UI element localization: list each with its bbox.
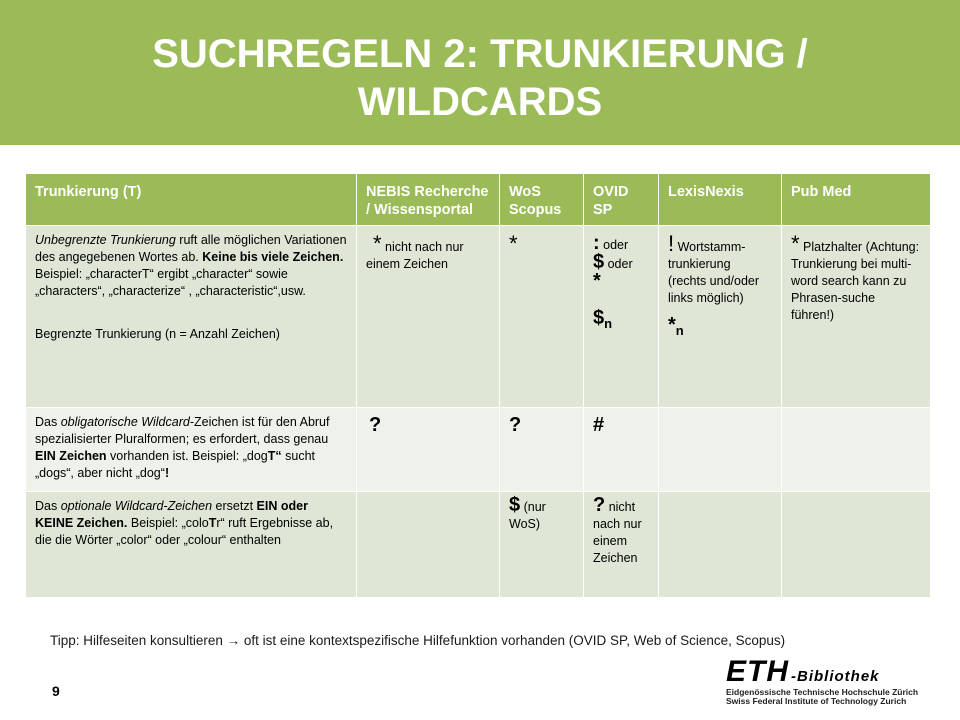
nebis-note: nicht nach nur einem Zeichen [366,240,464,271]
header-nebis: NEBIS Recherche / Wissensportal [357,174,500,226]
row1-text-1: ruft alle möglichen Variationen des angegebenen Wortes ab. [35,233,347,264]
header-pubmed: Pub Med [782,174,931,226]
row1-pubmed [782,226,931,408]
row2-ovid [584,408,659,492]
row1-lexisnexis [659,226,782,408]
row1-bold: Keine bis viele Zeichen. [202,250,344,264]
wos-dollar: $ [509,494,521,516]
row2-description [26,408,357,492]
row1-ovid [584,226,659,408]
eth-library-logo [726,655,926,711]
ovid-sub-n: n [604,316,613,331]
row2-bold: EIN Zeichen [35,449,107,463]
header-trunkierung: Trunkierung (T) [26,174,357,226]
row3-description [26,492,357,598]
slide-title: SUCHREGELN 2: TRUNKIERUNG / WILDCARDS [152,31,808,124]
ovid-dollar-n: $ [593,307,605,329]
row2-bang: ! [164,466,170,480]
row3-ovid [584,492,659,598]
ovid-star: * [593,270,601,292]
row2-lexisnexis [659,408,782,492]
ovid-dollar: $ [593,251,605,273]
header-wos: WoS Scopus [500,174,584,226]
row2-wos [500,408,584,492]
page-number: 9 [52,683,60,699]
row3-text-1: Das [35,499,61,513]
row1-nebis [357,226,500,408]
lexis-sub-n: n [675,323,684,338]
ovid-or-2: oder [604,257,633,271]
row2-text-4: sucht „dogs“, aber nicht „dog“ [35,449,316,480]
ovid-hash: # [593,414,605,436]
ovid-colon: : [593,232,600,254]
nebis-star: * [373,231,382,256]
wos-star: * [509,231,518,256]
lexis-star-n: * [668,314,676,336]
table-row [26,492,931,598]
lexis-note: Wortstamm-trunkierung (rechts und/oder links möglich) [668,240,760,305]
ovid-note: nicht nach nur einem Zeichen [593,500,642,565]
row3-text-2: ersetzt [212,499,257,513]
nebis-question: ? [369,414,382,436]
row1-italic: Unbegrenzte Trunkierung [35,233,176,247]
row1-text-2: Beispiel: „characterT“ ergibt „character“ sowie „characters“, „characterize“ , „characteristic“,usw. [35,267,306,298]
row2-nebis [357,408,500,492]
pubmed-star: * [791,231,800,256]
row3-wos [500,492,584,598]
title-bar [0,0,960,145]
row1-description [26,226,357,408]
row2-pubmed [782,408,931,492]
header-lexisnexis: LexisNexis [659,174,782,226]
pubmed-note: Platzhalter (Achtung: Trunkierung bei multi-word search kann zu Phrasen-suche führen!) [791,240,920,322]
logo-line-2: Swiss Federal Institute of Technology Zurich [726,696,907,706]
ovid-or-1: oder [599,238,629,252]
lexis-bang: ! [668,231,675,256]
row3-lexisnexis [659,492,782,598]
row2-bold-2: T“ [267,449,282,463]
wos-question: ? [509,414,522,436]
header-ovid: OVID SP [584,174,659,226]
row3-pubmed [782,492,931,598]
row2-italic: obligatorische Wildcard [60,415,190,429]
wos-note: (nur WoS) [509,500,546,531]
logo-bibliothek: -Bibliothek [791,668,880,685]
table-row [26,408,931,492]
row3-text-4: r“ ruft Ergebnisse ab, die die Wörter „color“ oder „colour“ enthalten [35,516,334,547]
truncation-table [25,173,931,598]
row2-text-3: vorhanden ist. Beispiel: „dog [106,449,268,463]
logo-line-1: Eidgenössische Technische Hochschule Zürich [726,687,919,697]
row3-italic: optionale Wildcard-Zeichen [60,499,213,513]
table-row [26,226,931,408]
row2-text-2: -Zeichen ist für den Abruf spezialisierter Pluralformen; es erfordert, dass genau [35,415,330,446]
row3-nebis [357,492,500,598]
header-row [26,174,931,226]
row1-wos [500,226,584,408]
row3-bold: EIN oder KEINE Zeichen. [35,499,308,530]
tip-text: Tipp: Hilfeseiten konsultieren → oft ist eine kontextspezifische Hilfefunktion vorhanden (OVID SP, Web of Science, Scopus) [50,633,786,648]
row1-limited: Begrenzte Trunkierung (n = Anzahl Zeichen) [35,327,280,341]
row3-bold-2: T [208,516,217,530]
row2-text-1: Das [35,415,61,429]
logo-eth: ETH [726,655,789,688]
ovid-question: ? [593,494,606,516]
row3-text-3: Beispiel: „colo [127,516,209,530]
